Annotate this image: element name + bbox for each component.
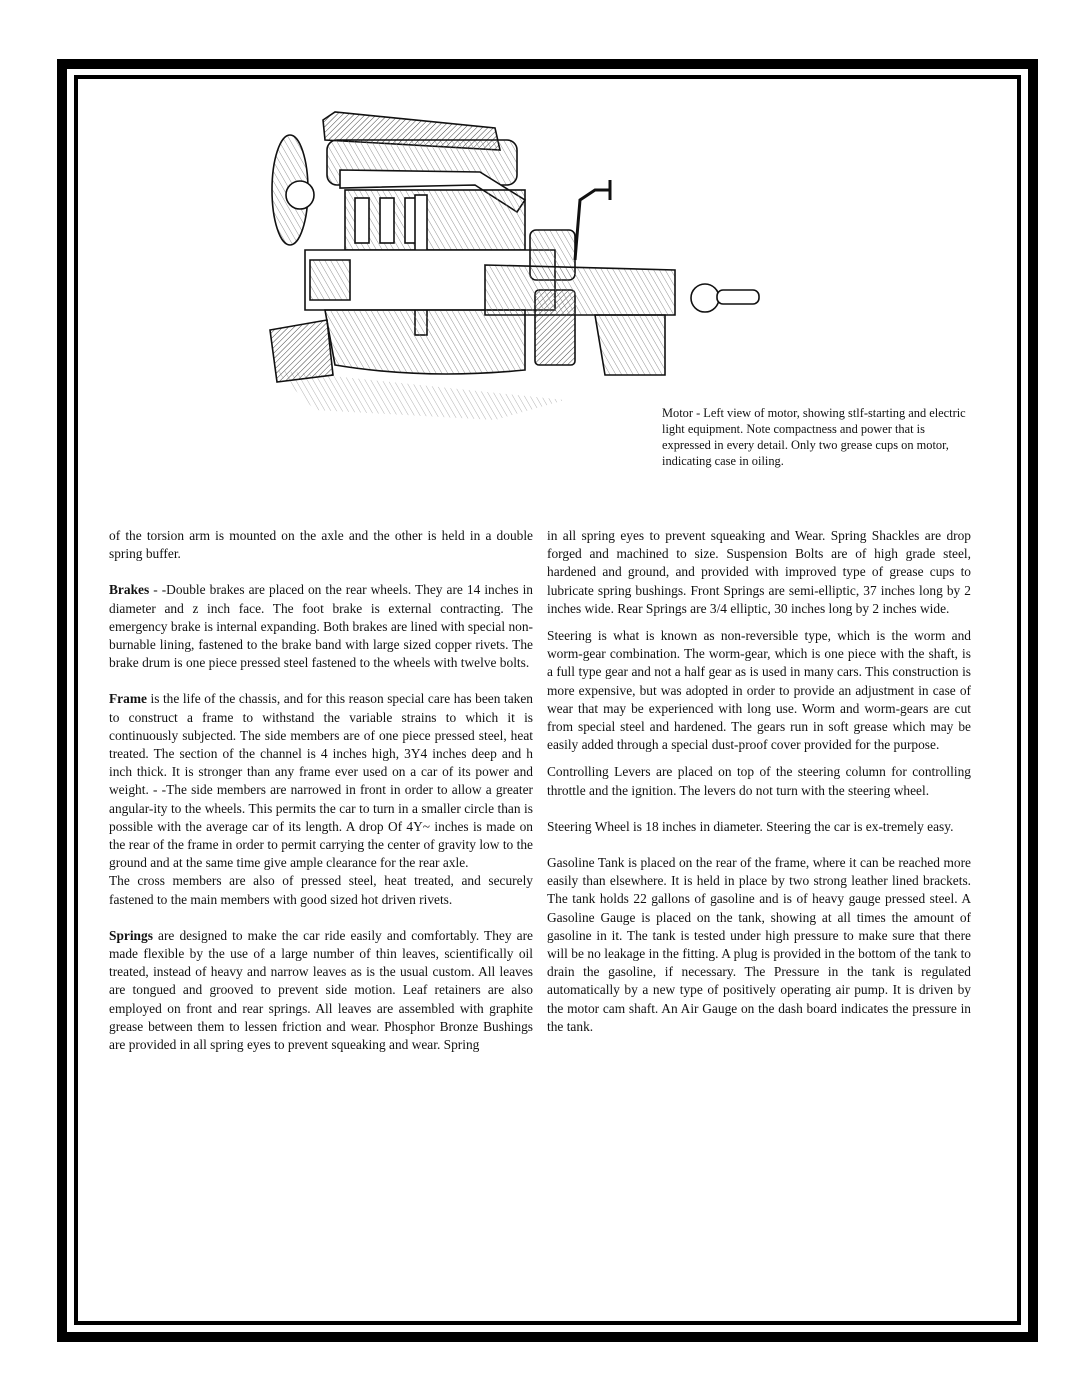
springs-paragraph [109, 927, 533, 1054]
gasoline-tank-paragraph: Gasoline Tank is placed on the rear of the frame, where it can be reached more easily than elsewhere. It is held in place by two strong leather lined brackets. The tank holds 22 gallons of gasoline and is of heavy gauge pressed steel. A Gasoline Gauge is placed on the tank, showing at all times the amount of gasoline in it. The tank is tested under high pressure to make sure that there will be no leakage in the fitting. A plug is provided in the bottom of the tank to drain the gasoline, if necessary. The Pressure in the tank is regulated automatically by a new type of positively operating air pump. It is driven by the motor cam shaft. An Air Gauge on the dash board indicates the pressure in the tank. [547, 855, 971, 1034]
cross-members-paragraph: The cross members are also of pressed steel, heat treated, and securely fastened to the main members with good sized hot driven rivets. [109, 873, 533, 907]
steering-paragraph: Steering is what is known as non-reversible type, which is the worm and worm-gear combination. The worm-gear, which is one piece with the shaft, is a full type gear and not a half gear as is used in many cars. This construction is more expensive, but was adopted in order to provide an adjustment in case of wear that may be experienced with long use. Worm and worm-gears are cut from special steel and hardened. The gears run in soft grease which may be easily added through a special dust-proof cover provided for the purpose. [547, 628, 971, 753]
right-column [547, 527, 971, 1036]
torsion-arm-paragraph: of the torsion arm is mounted on the axle and the other is held in a double spring buffer. [109, 528, 533, 562]
frame-heading: Frame [109, 691, 147, 707]
steering-wheel-paragraph: Steering Wheel is 18 inches in diameter. Steering the car is ex-tremely easy. [547, 818, 954, 834]
spring-shackles-paragraph: in all spring eyes to prevent squeaking and Wear. Spring Shackles are drop forged and machined to size. Suspension Bolts are of high grade steel, hardened and ground, and provided with improved type of grease cups to lubricate spring bushings. Front Springs are semi-elliptic, 37 inches long by 2 inches wide. Rear Springs are 3/4 elliptic, 30 inches long by 2 inches wide. [547, 528, 971, 616]
figure-caption: Motor - Left view of motor, showing stlf-starting and electric light equipment. Note compactness and power that is expressed in every detail. Only two grease cups on motor, indicating case in oiling. [662, 406, 966, 468]
brakes-text: - -Double brakes are placed on the rear wheels. They are 14 inches in diameter and z inch face. The foot brake is external contracting. The emergency brake is internal expanding. Both brakes are lined with special non-burnable lining, fastened to the brake band with large sized copper rivets. The brake drum is one piece pressed steel fastened to the wheels with twelve bolts. [109, 582, 533, 671]
engine-illustration-icon [255, 100, 815, 430]
left-column [109, 527, 533, 1054]
springs-heading: Springs [109, 927, 153, 943]
brakes-heading: Brakes [109, 582, 150, 598]
brakes-paragraph [109, 581, 533, 672]
frame-paragraph [109, 690, 533, 872]
frame-text: is the life of the chassis, and for this reason special care has been taken to construct a frame to withstand the variable strains to which it is continuously subjected. The side members are of one piece pressed steel, heat treated. The section of the channel is 4 inches high, 3Y4 inches deep and h inch thick. It is stronger than any frame ever used on a car of its power and weight. - -The side members are narrowed in front in order to allow a greater angular-ity to the wheels. This permits the car to turn in a smaller circle than is possible with the average car of its length. A drop Of 4Y~ inches is made on the rear of the frame in order to permit carrying the center of gravity low to the ground and at the same time give ample clearance for the rear axle. [109, 691, 533, 871]
springs-text: are designed to make the car ride easily and comfortably. They are made flexible by the use of a large number of thin leaves, scientifically oil treated, instead of heavy and narrow leaves as is the usual custom. All leaves are tongued and grooved to prevent side motion. Leaf retainers are also employed on front and rear springs. All leaves are assembled with graphite grease between them to lessen friction and wear. Phosphor Bronze Bushings are provided in all spring eyes to prevent squeaking and wear. Spring [109, 927, 533, 1053]
controlling-levers-paragraph: Controlling Levers are placed on top of the steering column for controlling throttle and the ignition. The levers do not turn with the steering wheel. [547, 764, 971, 798]
